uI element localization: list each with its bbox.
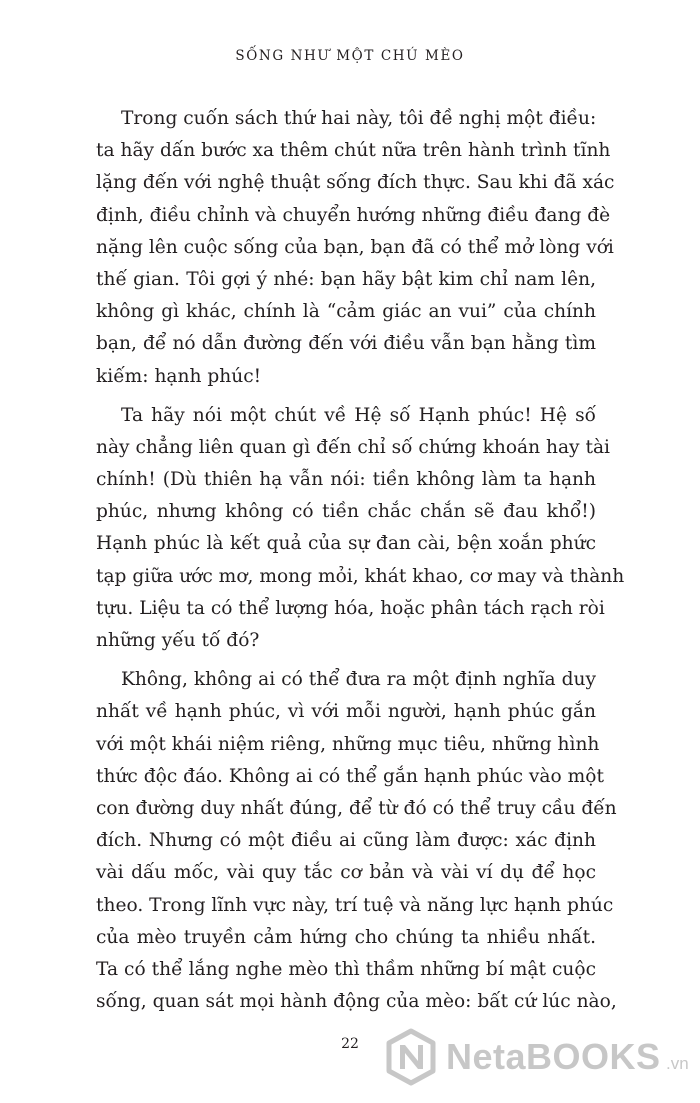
text-line: chính! (Dù thiên hạ vẫn nói: tiền không làm ta hạnh xyxy=(96,469,596,491)
text-line: Không, không ai có thể đưa ra một định nghĩa duy xyxy=(121,669,596,691)
text-line: lặng đến với nghệ thuật sống đích thực. Sau khi đã xác xyxy=(96,172,615,194)
text-line: của mèo truyền cảm hứng cho chúng ta nhiều nhất. xyxy=(96,926,596,948)
text-line: bạn, để nó dẫn đường đến với điều vẫn bạn hằng tìm xyxy=(96,333,596,355)
text-line: nhất về hạnh phúc, vì với mỗi người, hạnh phúc gắn xyxy=(96,701,596,723)
text-line: con đường duy nhất đúng, để từ đó có thể truy cầu đến xyxy=(96,797,617,819)
text-line: kiếm: hạnh phúc! xyxy=(96,365,262,387)
text-line: Hạnh phúc là kết quả của sự đan cài, bện xoắn phức xyxy=(96,533,596,555)
text-line: định, điều chỉnh và chuyển hướng những điều đang đè xyxy=(96,204,611,226)
watermark xyxy=(378,1023,698,1093)
text-line: tựu. Liệu ta có thể lượng hóa, hoặc phân tách rạch ròi xyxy=(96,597,605,619)
text-line: nặng lên cuộc sống của bạn, bạn đã có thể mở lòng với xyxy=(96,236,614,258)
page-number: 22 xyxy=(341,1036,359,1052)
text-line: theo. Trong lĩnh vực này, trí tuệ và năng lực hạnh phúc xyxy=(96,894,614,916)
text-line: ta hãy dấn bước xa thêm chút nữa trên hành trình tĩnh xyxy=(96,140,611,162)
text-line: với một khái niệm riêng, những mục tiêu, những hình xyxy=(96,733,600,755)
paragraph-2 xyxy=(96,400,625,658)
text-line: Ta có thể lắng nghe mèo thì thầm những bí mật cuộc xyxy=(96,958,596,980)
neta-logo-icon xyxy=(378,1025,696,1091)
text-line: vài dấu mốc, vài quy tắc cơ bản và vài ví dụ để học xyxy=(96,862,596,884)
text-line: thế gian. Tôi gợi ý nhé: bạn hãy bật kim chỉ nam lên, xyxy=(96,268,596,290)
text-line: tạp giữa ước mơ, mong mỏi, khát khao, cơ may và thành xyxy=(96,565,625,587)
text-line: thức độc đáo. Không ai có thể gắn hạnh phúc vào một xyxy=(96,765,604,787)
text-line: Trong cuốn sách thứ hai này, tôi đề nghị một điều: xyxy=(121,108,597,129)
body-text xyxy=(96,103,625,1018)
paragraph-1 xyxy=(96,103,615,393)
watermark-brand: NetaBOOKS xyxy=(446,1036,661,1077)
text-line: không gì khác, chính là “cảm giác an vui” của chính xyxy=(96,301,596,323)
text-line: này chẳng liên quan gì đến chỉ số chứng khoán hay tài xyxy=(96,436,610,458)
paragraph-3 xyxy=(96,664,617,1018)
running-title: SỐNG NHƯ MỘT CHÚ MÈO xyxy=(235,48,465,64)
text-line: đích. Nhưng có một điều ai cũng làm được: xác định xyxy=(96,830,596,852)
text-line: những yếu tố đó? xyxy=(96,630,260,651)
paragraph-gap xyxy=(96,657,596,664)
watermark-suffix: .vn xyxy=(666,1054,689,1073)
text-line: Ta hãy nói một chút về Hệ số Hạnh phúc! Hệ số xyxy=(121,404,596,426)
paragraph-gap xyxy=(96,393,596,400)
text-line: phúc, nhưng không có tiền chắc chắn sẽ đau khổ!) xyxy=(96,501,596,523)
text-line: sống, quan sát mọi hành động của mèo: bất cứ lúc nào, xyxy=(96,991,617,1013)
